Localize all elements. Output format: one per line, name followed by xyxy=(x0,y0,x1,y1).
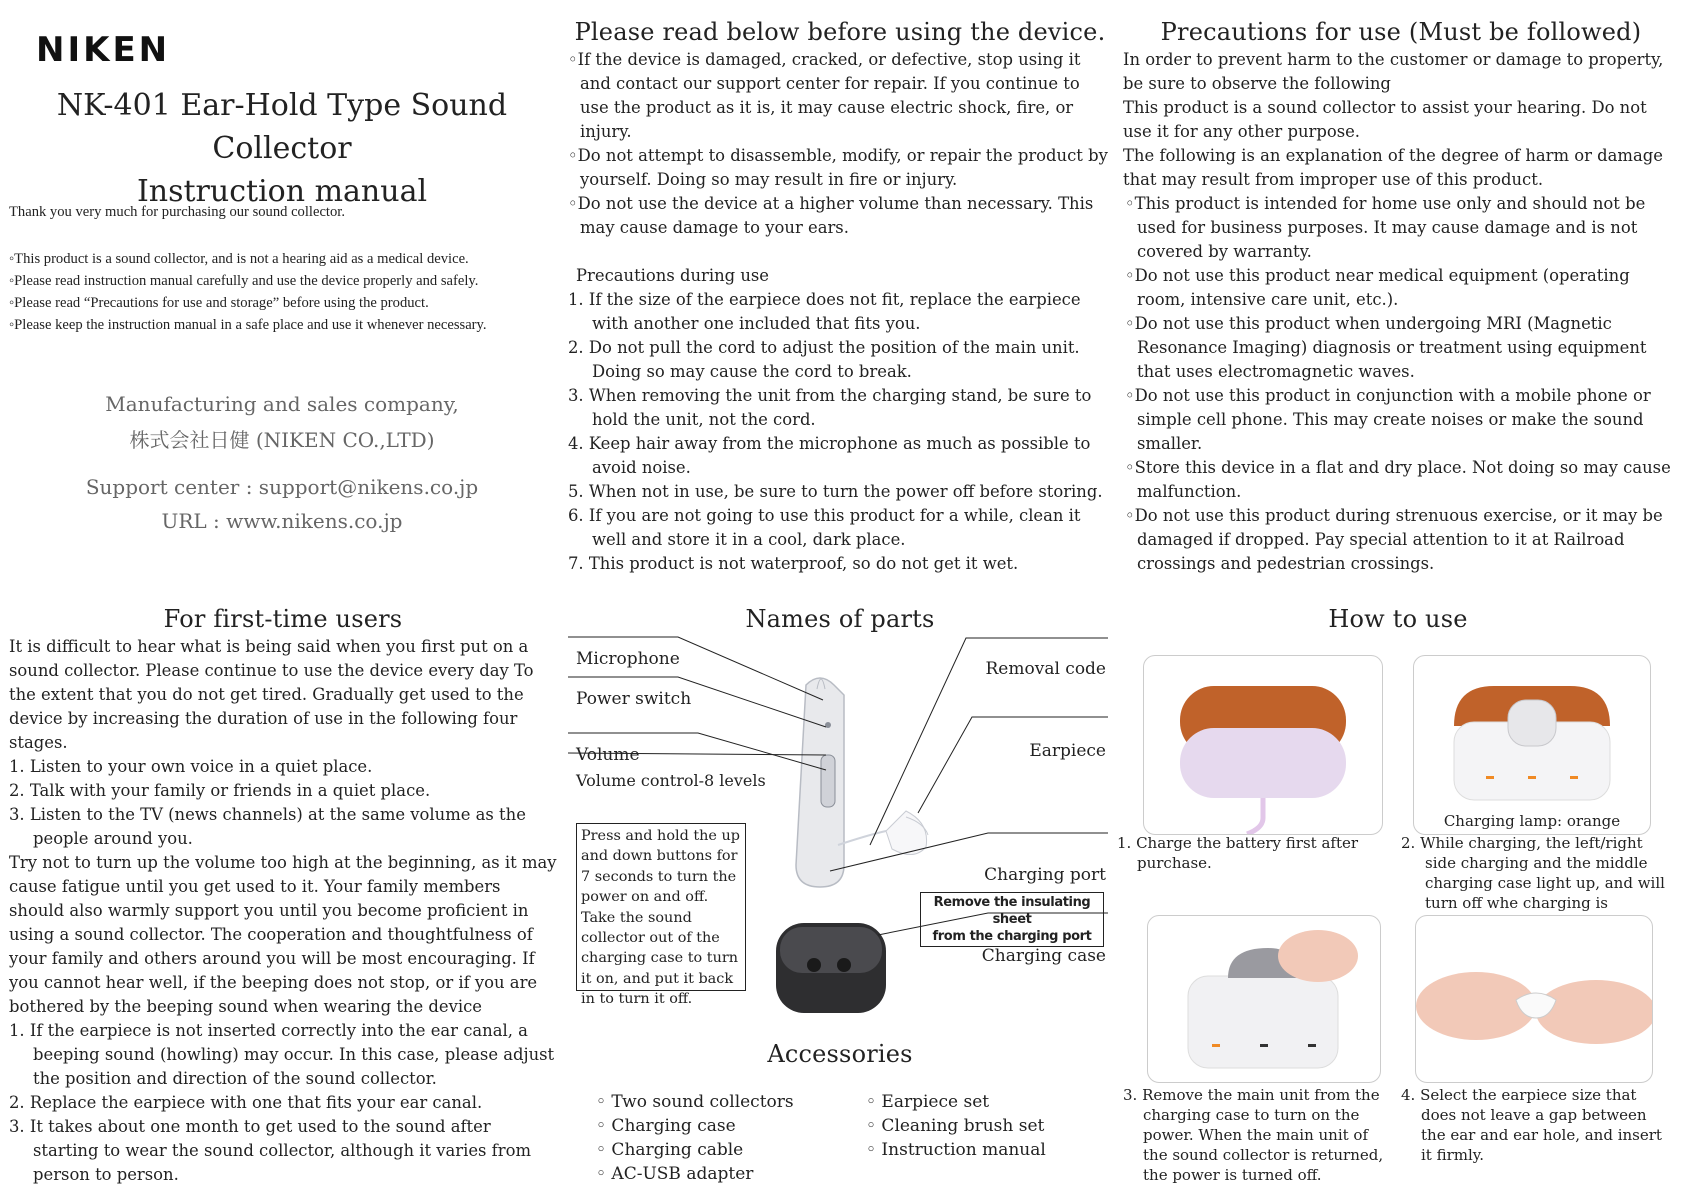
support-email: Support center : support@nikens.co.jp xyxy=(85,475,479,499)
accessories-col1 xyxy=(596,1090,794,1186)
first-time-heading: For first-time users xyxy=(163,605,403,633)
read-before-item: ◦Do not attempt to disassemble, modify, or repair the product by yourself. Doing so may result in fire or injury. xyxy=(568,146,1108,189)
leader-earpiece xyxy=(918,717,1108,813)
during-list xyxy=(568,288,1112,576)
label-charging-port: Charging port xyxy=(984,865,1106,885)
first-time-tip: 3. It takes about one month to get used to the sound after starting to wear the sound collector, although it varies from person to person. xyxy=(9,1117,531,1184)
cover-notes xyxy=(9,248,487,336)
volume-buttons xyxy=(821,755,835,807)
case-lid xyxy=(780,927,882,973)
maker-line2: 株式会社日健 (NIKEN CO.,LTD) xyxy=(129,428,435,452)
sheet-note-line2: from the charging port xyxy=(932,929,1092,944)
first-time-step: 3. Listen to the TV (news channels) at the same volume as the people around you. xyxy=(9,805,526,848)
precaution-item: ◦Store this device in a flat and dry place. Not doing so may cause malfunction. xyxy=(1125,458,1671,501)
precaution-item: ◦This product is intended for home use only and should not be used for business purposes. It may cause damage and is not covered by warranty. xyxy=(1125,194,1646,261)
during-heading: Precautions during use xyxy=(576,266,769,285)
read-before-item: ◦Do not use the device at a higher volume than necessary. This may cause damage to your ears. xyxy=(568,194,1094,237)
during-item: 2. Do not pull the cord to adjust the position of the main unit. Doing so may cause the cord to break. xyxy=(568,338,1080,381)
during-item: 7. This product is not waterproof, so do not get it wet. xyxy=(568,554,1019,573)
first-time-intro: It is difficult to hear what is being said when you first put on a sound collector. Please continue to use the device every day To the extent that you do not get tired. Gradually get used to the device by increasing the duration of use in the following four stages. xyxy=(9,637,534,752)
charging-case-photo xyxy=(1144,656,1382,834)
removal-cord xyxy=(838,831,886,845)
accessory-item: ◦ Cleaning brush set xyxy=(866,1116,1045,1136)
first-time-section xyxy=(9,605,557,1187)
read-before-item: ◦If the device is damaged, cracked, or defective, stop using it and contact our support center for repair. If you continue to use the product as it is, it may cause electric shock, fire, or injury. xyxy=(568,50,1081,141)
precautions-intro-line: In order to prevent harm to the customer or damage to property, be sure to observe the following xyxy=(1123,50,1664,93)
precautions-intro-line: This product is a sound collector to assist your hearing. Do not use it for any other purpose. xyxy=(1123,98,1647,141)
label-charging-case: Charging case xyxy=(981,946,1106,966)
finger-right xyxy=(1536,980,1652,1044)
earpiece-photo xyxy=(1416,916,1652,1082)
lamp-b xyxy=(1260,1044,1268,1047)
precautions-list xyxy=(1123,192,1679,576)
cover-note: ◦Please keep the instruction manual in a safe place and use it whenever necessary. xyxy=(9,317,487,333)
during-item: 6. If you are not going to use this product for a while, clean it well and store it in a cool, dark place. xyxy=(568,506,1081,549)
label-removal-code: Removal code xyxy=(985,659,1106,679)
charging-case-illustration xyxy=(776,923,886,1013)
how-to-heading: How to use xyxy=(1328,605,1468,633)
label-volume-levels: Volume control-8 levels xyxy=(576,771,766,790)
case-base-lilac xyxy=(1180,728,1346,798)
usb-cable xyxy=(1247,798,1263,834)
charging-lamp-photo xyxy=(1414,656,1650,834)
precaution-item: ◦Do not use this product in conjunction with a mobile phone or simple cell phone. This may create noises or make the sound smaller. xyxy=(1125,386,1651,453)
first-time-step: 1. Listen to your own voice in a quiet place. xyxy=(9,757,373,776)
lamp-c xyxy=(1308,1044,1316,1047)
cover-title-line1: NK-401 Ear-Hold Type Sound Collector xyxy=(56,88,508,166)
during-item: 4. Keep hair away from the microphone as much as possible to avoid noise. xyxy=(568,434,1091,477)
device-in-case xyxy=(1508,700,1556,746)
support-url: URL : www.nikens.co.jp xyxy=(161,509,403,533)
accessories-col2 xyxy=(866,1090,1046,1162)
case-hole xyxy=(807,958,821,972)
precautions-heading: Precautions for use (Must be followed) xyxy=(1160,18,1642,46)
brand-logo: NIKEN xyxy=(36,30,171,70)
first-time-tip: 1. If the earpiece is not inserted correctly into the ear canal, a beeping sound (howling) may occur. In this case, please adjust the position and direction of the sound collector. xyxy=(9,1021,555,1088)
accessory-item: ◦ Charging case xyxy=(596,1116,736,1136)
parts-heading: Names of parts xyxy=(745,605,935,633)
lamp-left xyxy=(1486,776,1494,779)
step-2: 2. While charging, the left/right side charging and the middle charging case light up, and will turn off whe charging is xyxy=(1401,834,1665,912)
first-time-tips xyxy=(9,1019,557,1187)
during-item: 5. When not in use, be sure to turn the power off before storing. xyxy=(568,482,1103,501)
case-hole xyxy=(837,958,851,972)
device-body xyxy=(796,678,844,887)
during-item: 1. If the size of the earpiece does not fit, replace the earpiece with another one included that fits you. xyxy=(568,290,1081,333)
photo-charging-lamp xyxy=(1413,655,1651,835)
first-time-middle: Try not to turn up the volume too high at the beginning, as it may cause fatigue until you get used to it. Your family members should also warmly support you until you become proficient in using a sound collector. The cooperation and thoughtfulness of your family and others around you will be most encouraging. If you cannot hear well, if the beeping does not stop, or if you are bothered by the beeping sound when wearing the device xyxy=(9,853,557,1016)
precautions-intro-line: The following is an explanation of the degree of harm or damage that may result from improper use of this product. xyxy=(1123,146,1663,189)
label-volume: Volume xyxy=(576,745,640,765)
first-time-tip: 2. Replace the earpiece with one that fits your ear canal. xyxy=(9,1093,483,1112)
accessory-item: ◦ AC-USB adapter xyxy=(596,1164,754,1184)
step-4: 4. Select the earpiece size that does not leave a gap between the ear and ear hole, and insert it firmly. xyxy=(1401,1086,1662,1164)
label-microphone: Microphone xyxy=(576,649,680,669)
step-3: 3. Remove the main unit from the charging case to turn on the power. When the main unit of the sound collector is returned, the power is turned off. xyxy=(1123,1086,1384,1184)
accessories-section xyxy=(568,1040,1112,1184)
cover-note: ◦This product is a sound collector, and is not a hearing aid as a medical device. xyxy=(9,251,469,267)
accessory-item: ◦ Earpiece set xyxy=(866,1092,990,1112)
read-before-section xyxy=(568,18,1112,576)
power-note-box: Press and hold the up and down buttons for 7 seconds to turn the power on and off. Take the sound collector out of the charging case to turn it on, and put it back in to turn it off. xyxy=(576,823,746,991)
maker-block xyxy=(4,386,560,538)
first-time-step: 2. Talk with your family or friends in a quiet place. xyxy=(9,781,431,800)
precautions-intro xyxy=(1123,48,1679,192)
label-power-switch: Power switch xyxy=(576,689,692,709)
photo-earpiece xyxy=(1415,915,1653,1083)
label-earpiece: Earpiece xyxy=(1029,741,1106,761)
precaution-item: ◦Do not use this product when undergoing MRI (Magnetic Resonance Imaging) diagnosis or treatment using equipment that uses electromagnetic waves. xyxy=(1125,314,1647,381)
cover-thanks: Thank you very much for purchasing our sound collector. xyxy=(9,204,345,220)
accessory-item: ◦ Instruction manual xyxy=(866,1140,1046,1160)
accessory-item: ◦ Charging cable xyxy=(596,1140,744,1160)
accessories-heading: Accessories xyxy=(767,1040,913,1068)
cover-note: ◦Please read instruction manual carefully and use the device properly and safely. xyxy=(9,273,479,289)
photo-charging-case xyxy=(1143,655,1383,835)
lamp-caption: Charging lamp: orange xyxy=(1443,812,1621,830)
photo-remove-unit xyxy=(1147,915,1381,1083)
cover-title-line2: Instruction manual xyxy=(136,174,428,209)
insulating-sheet-note xyxy=(920,892,1104,947)
hand xyxy=(1278,930,1358,982)
precaution-item: ◦Do not use this product during strenuous exercise, or it may be damaged if dropped. Pay special attention to it at Railroad crossings and pedestrian crossings. xyxy=(1125,506,1663,573)
parts-section xyxy=(568,605,1112,1045)
during-item: 3. When removing the unit from the charging stand, be sure to hold the unit, not the cord. xyxy=(568,386,1092,429)
how-to-section xyxy=(1117,605,1679,1192)
read-before-list xyxy=(568,48,1112,240)
maker-line1: Manufacturing and sales company, xyxy=(105,392,459,416)
lamp-right xyxy=(1570,776,1578,779)
cover-note: ◦Please read “Precautions for use and storage” before using the product. xyxy=(9,295,429,311)
sound-collector-illustration xyxy=(796,678,928,887)
first-time-steps xyxy=(9,755,557,851)
cover-title xyxy=(4,84,560,213)
accessory-item: ◦ Two sound collectors xyxy=(596,1092,794,1112)
read-before-heading: Please read below before using the device. xyxy=(574,18,1106,46)
lamp-middle xyxy=(1528,776,1536,779)
precaution-item: ◦Do not use this product near medical equipment (operating room, intensive care unit, etc.). xyxy=(1125,266,1630,309)
step-1: 1. Charge the battery first after purchase. xyxy=(1117,834,1359,872)
lamp-a xyxy=(1212,1044,1220,1047)
precautions-section xyxy=(1123,18,1679,576)
sheet-note-line1: Remove the insulating sheet xyxy=(933,895,1091,927)
white-case xyxy=(1188,976,1338,1068)
remove-unit-photo xyxy=(1148,916,1380,1082)
